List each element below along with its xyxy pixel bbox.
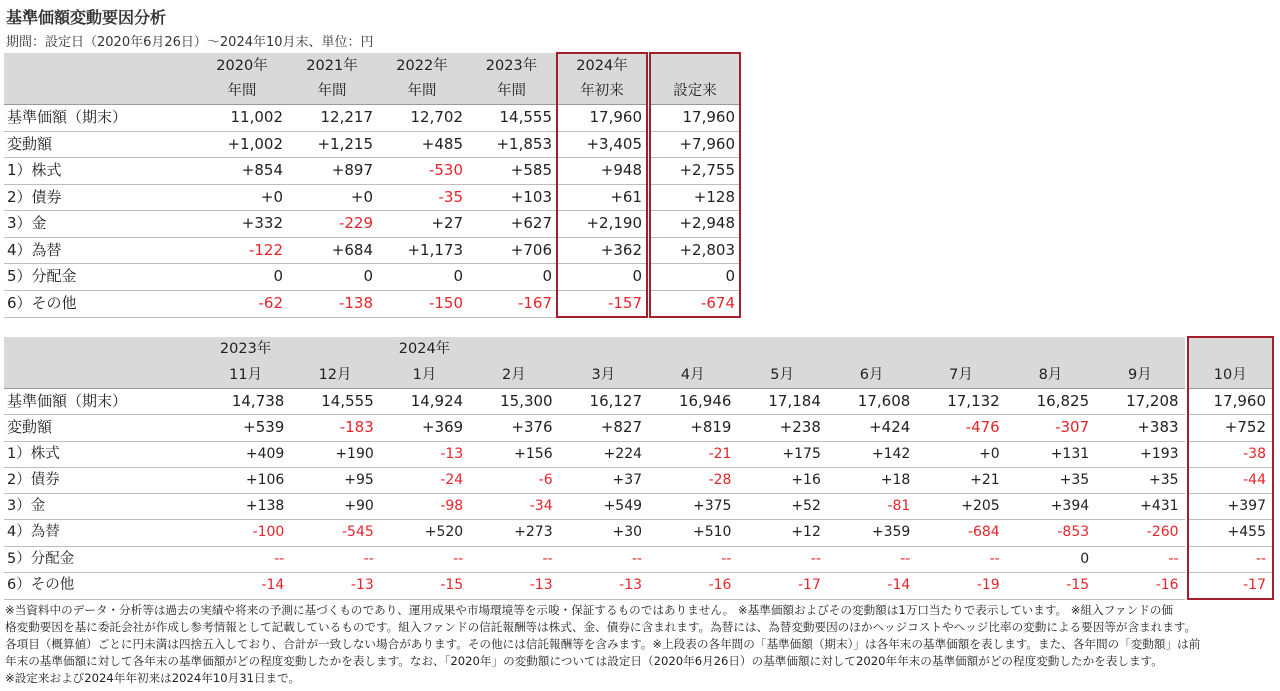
table-cell: +424 (827, 415, 916, 441)
table-cell: 17,960 (557, 105, 647, 132)
table-cell: +0 (287, 184, 377, 211)
table-cell: 17,608 (827, 389, 916, 415)
table-cell: +684 (287, 237, 377, 264)
column-header-year (469, 337, 558, 363)
table-cell: -13 (559, 573, 648, 600)
table-cell: +1,853 (467, 131, 557, 158)
column-header-year (827, 337, 916, 363)
note-line: 年末の基準価額に対して各年末の基準価額がどの程度変動したかを表します。なお、「2020年」の変動額については設定日（2020年6月26日）の基準価額に対して2020年年末の基準価額がどの程度変動したかを表します。 (5, 654, 1163, 668)
table-row (4, 389, 1273, 415)
table-cell: -16 (648, 573, 737, 600)
table-cell: +35 (1095, 467, 1184, 493)
table-cell: +332 (197, 211, 287, 238)
table-cell: +485 (377, 131, 467, 158)
column-header-month: 10月 (1188, 363, 1273, 389)
column-header-year (559, 337, 648, 363)
table-cell: -17 (737, 573, 826, 600)
table-cell: +175 (737, 441, 826, 467)
column-header-year: 2023年 (467, 53, 557, 79)
table-cell: +375 (648, 494, 737, 520)
header-corner (4, 79, 197, 105)
table-cell: 12,702 (377, 105, 467, 132)
table-cell: +549 (559, 494, 648, 520)
table-cell: 14,555 (290, 389, 379, 415)
table-cell: 17,184 (737, 389, 826, 415)
header-corner (4, 53, 197, 79)
table-cell: -81 (827, 494, 916, 520)
table-cell: -15 (380, 573, 469, 600)
column-header-period: 年初来 (557, 79, 647, 105)
table-cell: -15 (1006, 573, 1095, 600)
row-label: 3）金 (4, 494, 201, 520)
column-header-month: 9月 (1095, 363, 1184, 389)
table-cell: +539 (201, 415, 290, 441)
table-cell: +369 (380, 415, 469, 441)
table-cell: -62 (197, 290, 287, 317)
table-cell: +61 (557, 184, 647, 211)
table-cell: +827 (559, 415, 648, 441)
table-cell: 16,825 (1006, 389, 1095, 415)
row-label: 変動額 (4, 131, 197, 158)
column-header-year (648, 337, 737, 363)
table-cell: -138 (287, 290, 377, 317)
column-header-month: 4月 (648, 363, 737, 389)
table-cell: 16,946 (648, 389, 737, 415)
table-cell: -- (201, 546, 290, 572)
table-cell: +819 (648, 415, 737, 441)
table-cell: +37 (559, 467, 648, 493)
column-header-year: 2022年 (377, 53, 467, 79)
page-subtitle: 期間：設定日（2020年6月26日）～2024年10月末、単位：円 (6, 35, 374, 50)
table-cell: +30 (559, 520, 648, 546)
table-row (4, 184, 740, 211)
table-row (4, 573, 1273, 600)
table-row (4, 441, 1273, 467)
column-header-period: 年間 (287, 79, 377, 105)
column-header-year: 2021年 (287, 53, 377, 79)
table-cell: -684 (916, 520, 1005, 546)
table-cell: +7,960 (650, 131, 740, 158)
table-cell: -- (469, 546, 558, 572)
table-cell: +2,948 (650, 211, 740, 238)
table-row (4, 467, 1273, 493)
table-cell: 12,217 (287, 105, 377, 132)
table-cell: +627 (467, 211, 557, 238)
table-cell: +95 (290, 467, 379, 493)
table-cell: -307 (1006, 415, 1095, 441)
table-cell: +2,755 (650, 158, 740, 185)
disclaimer-notes (5, 602, 1277, 687)
table-row (4, 415, 1273, 441)
row-label: 変動額 (4, 415, 201, 441)
column-header-year (737, 337, 826, 363)
table-cell: 0 (467, 264, 557, 291)
table-cell: +706 (467, 237, 557, 264)
column-header-period: 年間 (377, 79, 467, 105)
column-header-month: 7月 (916, 363, 1005, 389)
table-cell: -- (648, 546, 737, 572)
column-header-year (916, 337, 1005, 363)
table-cell: -- (290, 546, 379, 572)
table-cell: +854 (197, 158, 287, 185)
table-cell: 11,002 (197, 105, 287, 132)
table-cell: +131 (1006, 441, 1095, 467)
table-cell: +16 (737, 467, 826, 493)
table-cell: +1,173 (377, 237, 467, 264)
table-cell: +106 (201, 467, 290, 493)
note-line: 格変動要因を基に委託会社が作成し参考情報として記載しているものです。組入ファンドの信託報酬等は株式、金、債券に含まれます。為替には、為替変動要因のほかヘッジコストやヘッジ比率の変動による要因等が含まれます。 (5, 620, 1197, 634)
table-cell: +362 (557, 237, 647, 264)
table-cell: -229 (287, 211, 377, 238)
table-cell: 15,300 (469, 389, 558, 415)
table-cell: 0 (377, 264, 467, 291)
column-header-month: 1月 (380, 363, 469, 389)
table-row (4, 290, 740, 317)
table-cell: -24 (380, 467, 469, 493)
table-cell: +2,190 (557, 211, 647, 238)
table-cell: 16,127 (559, 389, 648, 415)
table-cell: -- (916, 546, 1005, 572)
table-cell: -530 (377, 158, 467, 185)
table-cell: -6 (469, 467, 558, 493)
table-cell: -853 (1006, 520, 1095, 546)
table-cell: +128 (650, 184, 740, 211)
column-header-month: 12月 (290, 363, 379, 389)
table-cell: +359 (827, 520, 916, 546)
table-cell: +238 (737, 415, 826, 441)
table-cell: -98 (380, 494, 469, 520)
table-cell: -14 (827, 573, 916, 600)
table-cell: +27 (377, 211, 467, 238)
table-cell: -- (1095, 546, 1184, 572)
note-line: 各項目（概算値）ごとに円未満は四捨五入しており、合計が一致しない場合があります。その他には信託報酬等を含みます。※上段表の各年間の「基準価額（期末）」は各年末の基準価額を表します。また、各年間の「変動額」は前 (5, 637, 1201, 651)
table-cell: +103 (467, 184, 557, 211)
table-row (4, 494, 1273, 520)
column-header-year: 2024年 (380, 337, 469, 363)
table-cell: 14,924 (380, 389, 469, 415)
table-cell: +431 (1095, 494, 1184, 520)
table-cell: -34 (469, 494, 558, 520)
table-cell: -21 (648, 441, 737, 467)
table-cell: +18 (827, 467, 916, 493)
table-cell: -13 (380, 441, 469, 467)
page-title: 基準価額変動要因分析 (6, 8, 167, 27)
table-cell: -- (737, 546, 826, 572)
table-cell: +510 (648, 520, 737, 546)
table-cell: -545 (290, 520, 379, 546)
table-row (4, 264, 740, 291)
table-cell: -- (559, 546, 648, 572)
table-cell: +190 (290, 441, 379, 467)
table-row (4, 546, 1273, 572)
table-cell: -38 (1188, 441, 1273, 467)
table-cell: +397 (1188, 494, 1273, 520)
column-header-year (290, 337, 379, 363)
table-cell: +3,405 (557, 131, 647, 158)
column-header-month: 6月 (827, 363, 916, 389)
table-cell: +12 (737, 520, 826, 546)
table-cell: +142 (827, 441, 916, 467)
table-cell: +0 (916, 441, 1005, 467)
table-cell: -150 (377, 290, 467, 317)
row-label: 5）分配金 (4, 546, 201, 572)
row-label: 5）分配金 (4, 264, 197, 291)
table-cell: -44 (1188, 467, 1273, 493)
header-corner (4, 363, 201, 389)
table-cell: -28 (648, 467, 737, 493)
annual-attribution-table (4, 52, 741, 318)
table-row (4, 520, 1273, 546)
table-cell: +897 (287, 158, 377, 185)
table-cell: -157 (557, 290, 647, 317)
table-cell: -122 (197, 237, 287, 264)
table-cell: +156 (469, 441, 558, 467)
table-cell: 17,960 (1188, 389, 1273, 415)
table-cell: +21 (916, 467, 1005, 493)
table-cell: 17,960 (650, 105, 740, 132)
table-cell: +520 (380, 520, 469, 546)
table-row (4, 237, 740, 264)
table-cell: -476 (916, 415, 1005, 441)
table-cell: +376 (469, 415, 558, 441)
column-header-year (1188, 337, 1273, 363)
table-cell: +394 (1006, 494, 1095, 520)
table-cell: 14,738 (201, 389, 290, 415)
column-header-year: 2023年 (201, 337, 290, 363)
table-cell: 17,208 (1095, 389, 1184, 415)
table-cell: +1,002 (197, 131, 287, 158)
column-header-period: 年間 (467, 79, 557, 105)
table-cell: 14,555 (467, 105, 557, 132)
table-cell: +273 (469, 520, 558, 546)
table-cell: -- (1188, 546, 1273, 572)
column-header-period: 年間 (197, 79, 287, 105)
column-header-year (1006, 337, 1095, 363)
table-cell: +0 (197, 184, 287, 211)
column-header-period: 設定来 (650, 79, 740, 105)
table-cell: +383 (1095, 415, 1184, 441)
column-header-year: 2024年 (557, 53, 647, 79)
table-cell: +52 (737, 494, 826, 520)
table-cell: 0 (557, 264, 647, 291)
row-label: 3）金 (4, 211, 197, 238)
table-cell: +205 (916, 494, 1005, 520)
table-cell: 17,132 (916, 389, 1005, 415)
table-row (4, 158, 740, 185)
note-line: ※設定来および2024年年初来は2024年10月31日まで。 (5, 671, 301, 685)
table-cell: -674 (650, 290, 740, 317)
column-header-month: 3月 (559, 363, 648, 389)
table-cell: +585 (467, 158, 557, 185)
table-row (4, 211, 740, 238)
table-row (4, 105, 740, 132)
table-cell: 0 (197, 264, 287, 291)
table-cell: +138 (201, 494, 290, 520)
row-label: 基準価額（期末） (4, 105, 197, 132)
column-header-year (1095, 337, 1184, 363)
table-cell: +193 (1095, 441, 1184, 467)
row-label: 6）その他 (4, 573, 201, 600)
row-label: 4）為替 (4, 237, 197, 264)
table-cell: +2,803 (650, 237, 740, 264)
table-cell: -19 (916, 573, 1005, 600)
column-header-year: 2020年 (197, 53, 287, 79)
table-cell: 0 (650, 264, 740, 291)
note-line: ※当資料中のデータ・分析等は過去の実績や将来の予測に基づくものであり、運用成果や市場環境等を示唆・保証するものではありません。 ※基準価額およびその変動額は1万口当たりで表示しています。 ※組入ファンドの価 (5, 603, 1174, 617)
table-cell: +224 (559, 441, 648, 467)
table-cell: -- (827, 546, 916, 572)
table-cell: -17 (1188, 573, 1273, 600)
row-label: 6）その他 (4, 290, 197, 317)
row-label: 1）株式 (4, 158, 197, 185)
table-cell: -167 (467, 290, 557, 317)
table-row (4, 131, 740, 158)
row-label: 2）債券 (4, 184, 197, 211)
column-header-month: 2月 (469, 363, 558, 389)
table-cell: -14 (201, 573, 290, 600)
table-cell: +948 (557, 158, 647, 185)
table-cell: +409 (201, 441, 290, 467)
table-cell: -13 (290, 573, 379, 600)
row-label: 4）為替 (4, 520, 201, 546)
table-cell: 0 (1006, 546, 1095, 572)
table-cell: +90 (290, 494, 379, 520)
table-cell: +1,215 (287, 131, 377, 158)
table-cell: +752 (1188, 415, 1273, 441)
table-cell: -13 (469, 573, 558, 600)
header-corner (4, 337, 201, 363)
table-cell: -- (380, 546, 469, 572)
table-cell: 0 (287, 264, 377, 291)
row-label: 基準価額（期末） (4, 389, 201, 415)
table-cell: -260 (1095, 520, 1184, 546)
column-header-month: 8月 (1006, 363, 1095, 389)
column-header-year (650, 53, 740, 79)
table-cell: -16 (1095, 573, 1184, 600)
table-cell: -183 (290, 415, 379, 441)
table-cell: +455 (1188, 520, 1273, 546)
monthly-attribution-table (4, 336, 1274, 600)
table-cell: -35 (377, 184, 467, 211)
column-header-month: 11月 (201, 363, 290, 389)
table-cell: +35 (1006, 467, 1095, 493)
column-header-month: 5月 (737, 363, 826, 389)
table-cell: -100 (201, 520, 290, 546)
row-label: 2）債券 (4, 467, 201, 493)
row-label: 1）株式 (4, 441, 201, 467)
